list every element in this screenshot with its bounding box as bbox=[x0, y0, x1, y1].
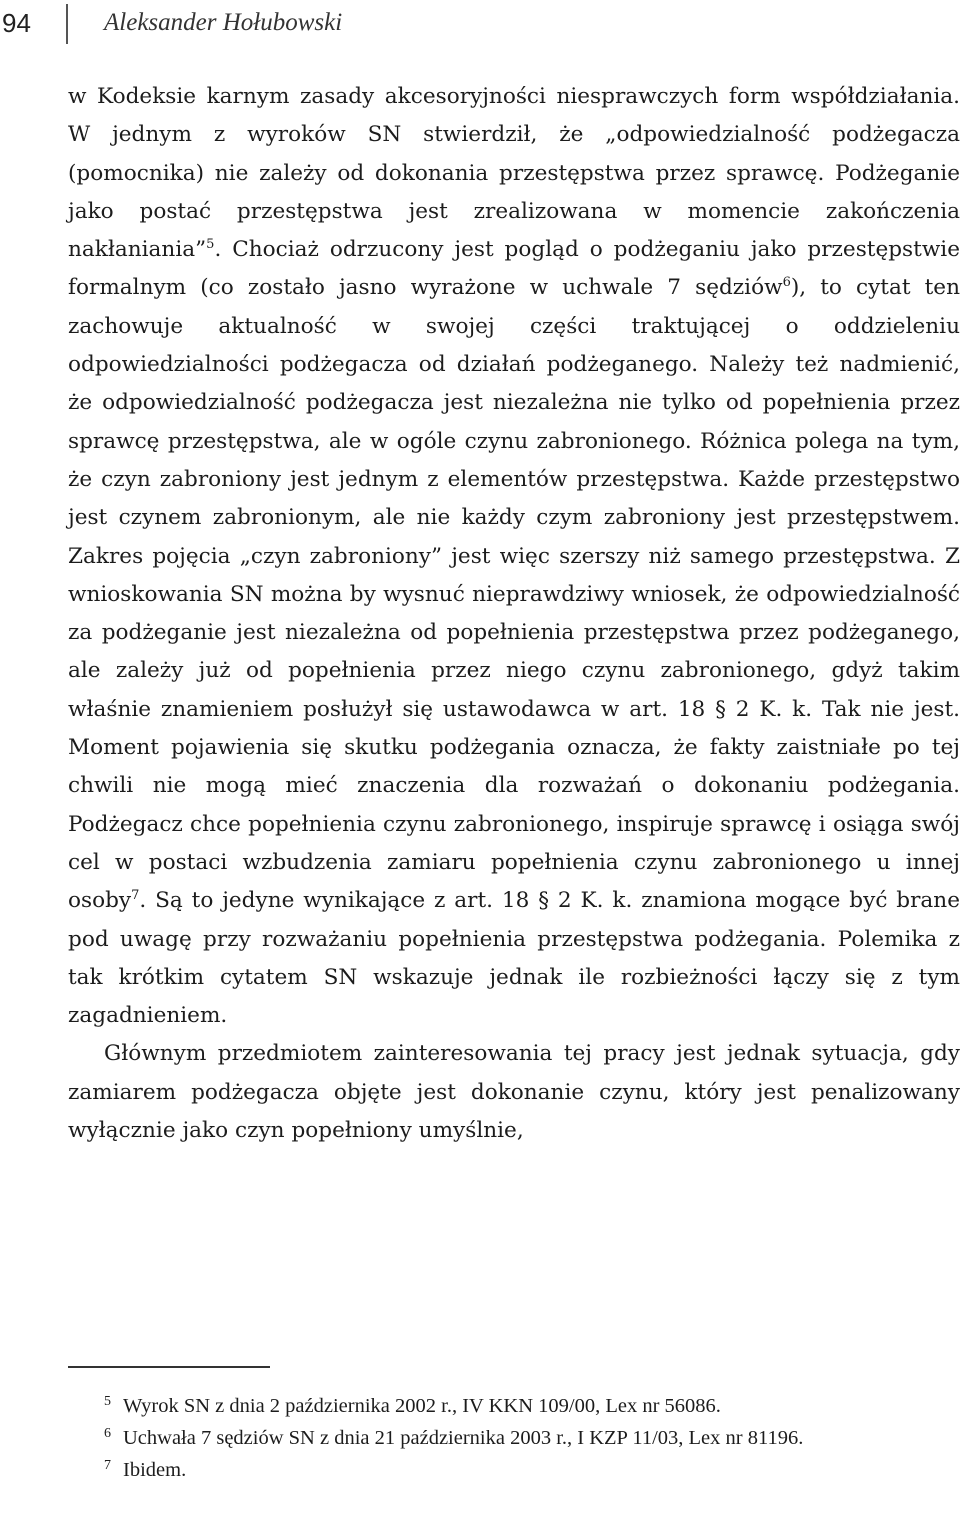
main-text bbox=[68, 78, 960, 1150]
footnotes bbox=[68, 1390, 960, 1486]
footnote-ref-5[interactable]: 5 bbox=[206, 237, 215, 252]
footnote-text: Ibidem. bbox=[123, 1459, 187, 1481]
footnote-ref-7[interactable]: 7 bbox=[131, 888, 140, 904]
paragraph-2: Głównym przedmiotem zainteresowania tej pracy jest jednak sytuacja, gdy zamiarem podżegacza objęte jest dokonanie czynu, który jest penalizowany wyłącznie jako czyn popełniony umyślnie, bbox=[68, 1041, 960, 1144]
footnote-number: 5 bbox=[104, 1394, 111, 1409]
footnote-5 bbox=[68, 1390, 960, 1422]
header-divider bbox=[66, 4, 68, 44]
footnote-text: Uchwała 7 sędziów SN z dnia 21 października 2003 r., I KZP 11/03, Lex nr 81196. bbox=[123, 1427, 804, 1449]
footnote-ref-6[interactable]: 6 bbox=[782, 275, 791, 291]
paragraph-1-text-a: w Kodeksie karnym zasady akcesoryjności niesprawczych form współdziałania. W jednym z wyroków SN stwierdził, że „odpowiedzialność podżegacza (pomocnika) nie zależy od dokonania przestępstwa przez sprawcę. Podżeganie jako postać przestępstwa jest zrealizowana w momencie zakończenia nakłaniania” bbox=[68, 84, 960, 263]
footnote-6 bbox=[68, 1422, 960, 1454]
page-header bbox=[0, 0, 960, 50]
footnote-separator bbox=[68, 1366, 270, 1368]
footnote-7 bbox=[68, 1454, 960, 1486]
paragraph-1-text-b: . Chociaż odrzucony jest pogląd o podżeganiu jako przestępstwie formalnym (co zostało jasno wyrażone w uchwale 7 sędziów bbox=[68, 237, 960, 301]
paragraph-1 bbox=[68, 78, 960, 1035]
footnote-number: 7 bbox=[104, 1458, 111, 1473]
page-number: 94 bbox=[2, 8, 31, 38]
footnote-text: Wyrok SN z dnia 2 października 2002 r., IV KKN 109/00, Lex nr 56086. bbox=[123, 1395, 721, 1417]
running-head-author: Aleksander Hołubowski bbox=[104, 9, 343, 36]
paragraph-1-text-d: . Są to jedyne wynikające z art. 18 § 2 K. k. znamiona mogące być brane pod uwagę przy rozważaniu popełnienia przestępstwa podżegania. Polemika z tak krótkim cytatem SN wskazuje jednak ile rozbieżności łączy się z tym zagadnieniem. bbox=[68, 888, 960, 1029]
footnote-number: 6 bbox=[104, 1426, 111, 1441]
paragraph-1-text-c: ), to cytat ten zachowuje aktualność w swojej części traktującej o oddzieleniu odpowiedzialności podżegacza od działań podżeganego. Należy też nadmienić, że odpowiedzialność podżegacza jest niezależna nie tylko od popełnienia przez sprawcę przestępstwa, ale w ogóle czynu zabronionego. Różnica polega na tym, że czyn zabroniony jest jednym z elementów przestępstwa. Każde przestępstwo jest czynem zabronionym, ale nie każdy czym zabroniony jest przestępstwem. Zakres pojęcia „czyn zabroniony” jest więc szerszy niż samego przestępstwa. Z wnioskowania SN można by wysnuć nieprawdziwy wniosek, że odpowiedzialność za podżeganie jest niezależna od popełnienia przestępstwa przez podżeganego, ale zależy już od popełnienia przez niego czynu zabronionego, gdyż takim właśnie znamieniem posłużył się ustawodawca w art. 18 § 2 K. k. Tak nie jest. Moment pojawienia się skutku podżegania oznacza, że fakty zaistniałe po tej chwili nie mogą mieć znaczenia dla rozważań o dokonaniu podżegania. Podżegacz chce popełnienia czynu zabronionego, inspiruje sprawcę i osiąga swój cel w postaci wzbudzenia zamiaru popełnienia czynu zabronionego u innej osoby bbox=[68, 275, 960, 914]
